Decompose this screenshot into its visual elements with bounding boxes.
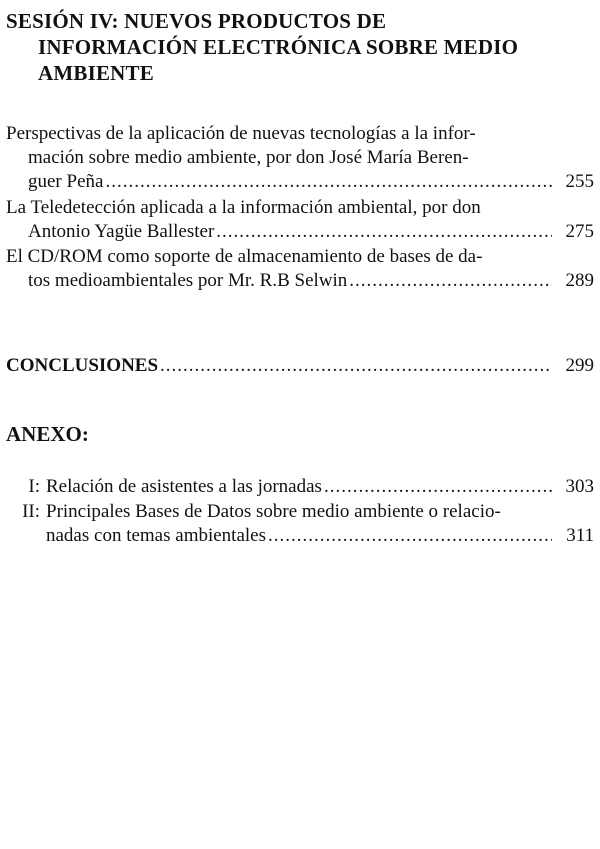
toc-page-number: 289 <box>565 270 594 291</box>
annex-item-row <box>6 500 594 524</box>
session-iv-heading <box>6 8 566 86</box>
annex-item-row <box>6 475 594 499</box>
toc-entry-text-line: El CD/ROM como soporte de almacenamiento de bases de da- <box>6 246 483 267</box>
toc-entry-last-line <box>6 170 594 194</box>
annex-item-bases-de-datos[interactable] <box>6 500 594 548</box>
toc-entry-teledeteccion[interactable] <box>6 196 594 244</box>
annex-heading: ANEXO: <box>6 422 89 446</box>
session-title-line-3: AMBIENTE <box>38 61 154 85</box>
toc-entry-last-line <box>6 220 594 244</box>
annex-item-text: nadas con temas ambientales <box>46 525 267 546</box>
conclusions-label: CONCLUSIONES <box>6 355 159 376</box>
annex-item-text: Relación de asistentes a las jornadas <box>46 476 322 497</box>
annex-item-text: Principales Bases de Datos sobre medio ambiente o relacio- <box>46 501 501 522</box>
annex-item-body <box>46 500 594 524</box>
session-title-line-1: SESIÓN IV: NUEVOS PRODUCTOS DE <box>6 9 387 33</box>
toc-entry-cd-rom[interactable] <box>6 245 594 293</box>
toc-page-number: 255 <box>565 171 594 192</box>
toc-entry-text-line: tos medioambientales por Mr. R.B Selwin <box>28 270 348 291</box>
annex-item-body <box>46 524 594 548</box>
toc-entry-conclusiones[interactable] <box>6 354 594 378</box>
annex-roman-numeral: II: <box>22 501 40 522</box>
toc-entry-text-line: guer Peña <box>28 171 104 192</box>
annex-item-body <box>46 475 594 499</box>
toc-entry-text-line: Antonio Yagüe Ballester <box>28 221 215 242</box>
annex-item-row <box>6 524 594 548</box>
dot-leader <box>268 524 552 548</box>
toc-page-number: 311 <box>566 525 594 546</box>
toc-page-number: 303 <box>565 476 594 497</box>
dot-leader <box>160 354 552 378</box>
toc-page-number: 299 <box>565 355 594 376</box>
toc-entry-text-line: La Teledetección aplicada a la información ambiental, por don <box>6 197 481 218</box>
toc-page-number: 275 <box>565 221 594 242</box>
dot-leader <box>324 475 552 499</box>
session-title-line-2: INFORMACIÓN ELECTRÓNICA SOBRE MEDIO <box>38 35 519 59</box>
toc-entry-last-line <box>6 354 594 378</box>
toc-entry-perspectivas[interactable] <box>6 122 594 194</box>
dot-leader <box>216 220 552 244</box>
annex-roman-numeral: I: <box>28 476 40 497</box>
toc-entry-text-line: mación sobre medio ambiente, por don José María Beren- <box>28 147 469 168</box>
dot-leader <box>349 269 552 293</box>
annex-item-asistentes[interactable] <box>6 475 594 499</box>
dot-leader <box>105 170 552 194</box>
toc-entry-text-line: Perspectivas de la aplicación de nuevas tecnologías a la infor- <box>6 123 476 144</box>
toc-entry-last-line <box>6 269 594 293</box>
